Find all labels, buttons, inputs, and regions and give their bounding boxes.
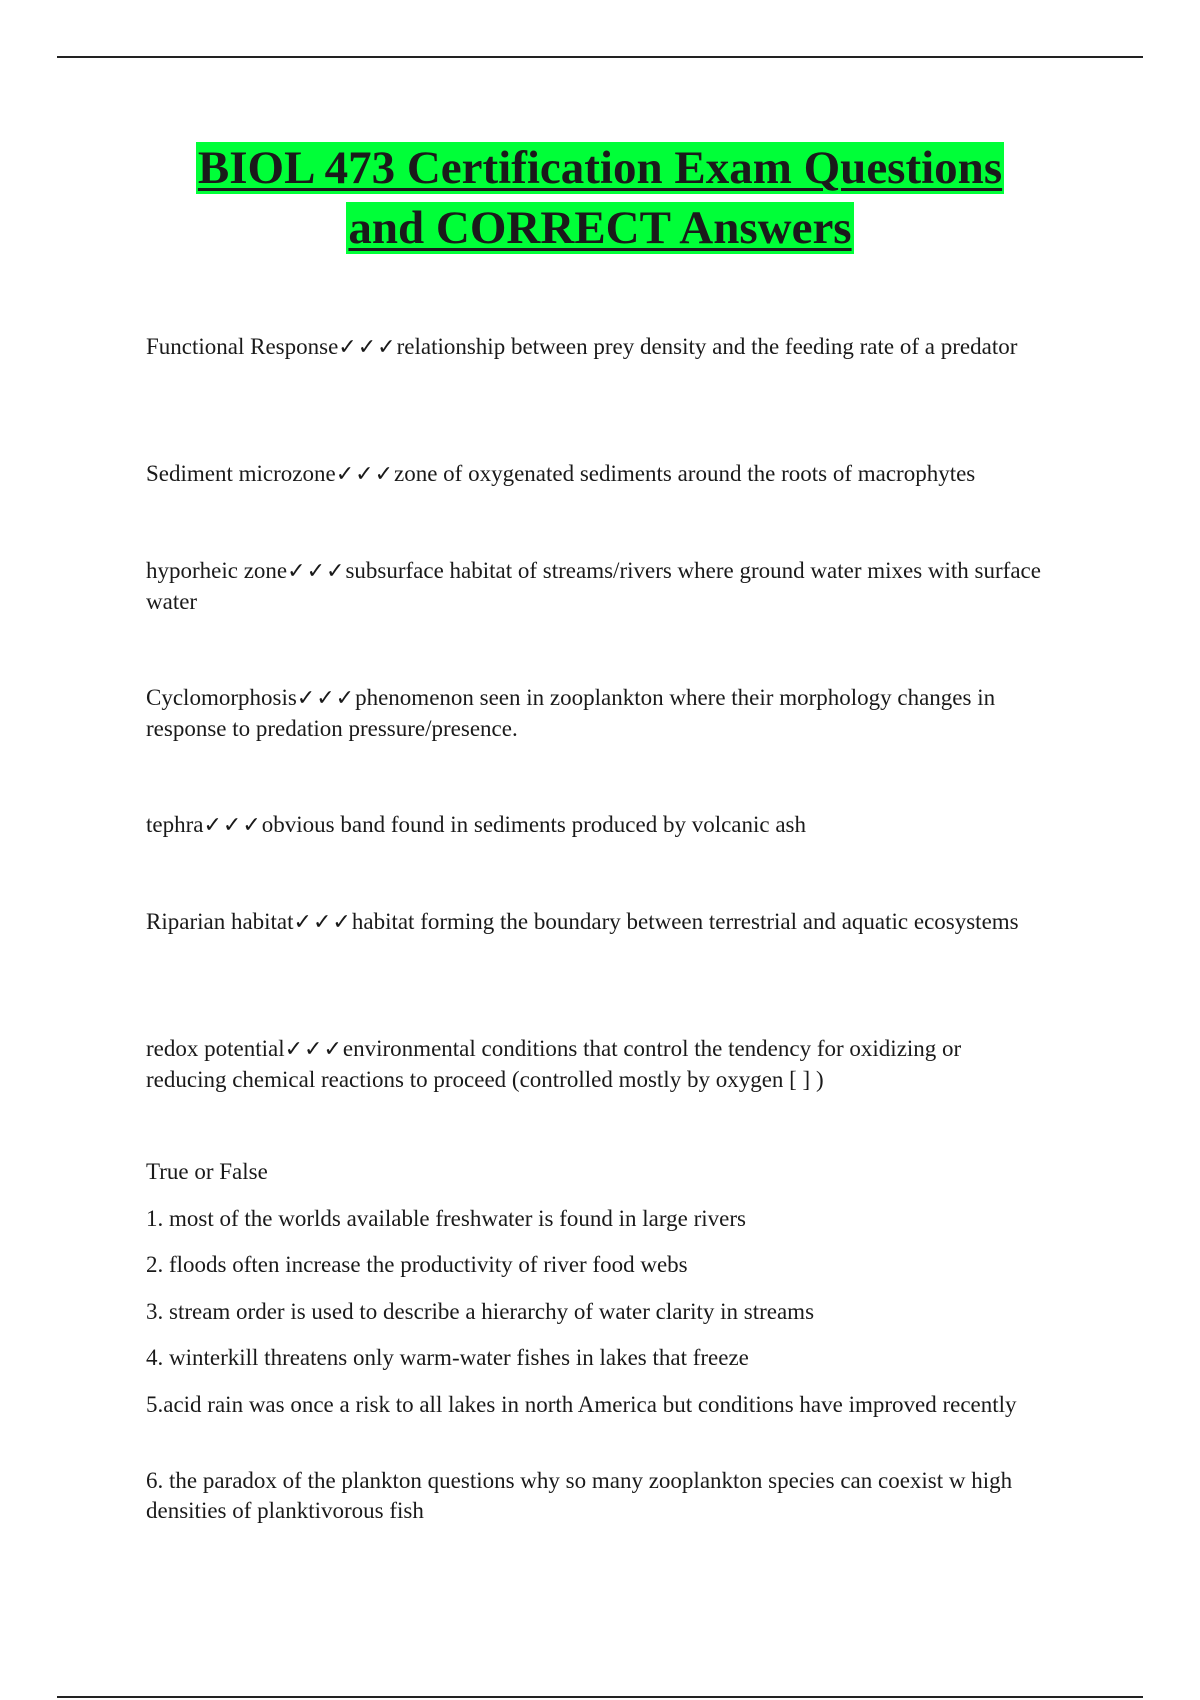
term: Riparian habitat <box>146 909 294 934</box>
bottom-rule <box>57 1696 1143 1698</box>
check-marks-icon: ✓✓✓ <box>287 559 346 584</box>
title-line-2: and CORRECT Answers <box>348 202 852 254</box>
top-rule <box>57 56 1143 58</box>
true-false-heading: True or False <box>146 1159 268 1184</box>
definition: environmental conditions that control the tendency for oxidizing or reducing chemical reactions to proceed (controlled mostly by oxygen [ ] ) <box>146 1036 962 1092</box>
check-marks-icon: ✓✓✓ <box>296 686 356 711</box>
check-marks-icon: ✓✓✓ <box>284 1037 343 1062</box>
check-marks-icon: ✓✓✓ <box>203 813 262 838</box>
flashcard-entry <box>146 810 1046 841</box>
check-marks-icon: ✓✓✓ <box>293 910 352 935</box>
document-title <box>100 138 1100 258</box>
definition: zone of oxygenated sediments around the roots of macrophytes <box>394 461 976 486</box>
definition: phenomenon seen in zooplankton where their morphology changes in response to predation pressure/presence. <box>146 685 996 741</box>
definition: habitat forming the boundary between terrestrial and aquatic ecosystems <box>351 909 1019 934</box>
check-marks-icon: ✓✓✓ <box>335 462 395 487</box>
term: Sediment microzone <box>146 461 336 486</box>
flashcard-entry <box>146 556 1046 617</box>
term: Functional Response <box>146 334 339 359</box>
term: Cyclomorphosis <box>146 685 297 710</box>
flashcard-entry <box>146 459 1046 490</box>
true-false-item: 3. stream order is used to describe a hierarchy of water clarity in streams <box>146 1299 815 1324</box>
true-false-item: 1. most of the worlds available freshwater is found in large rivers <box>146 1206 746 1231</box>
true-false-item: 4. winterkill threatens only warm-water fishes in lakes that freeze <box>146 1345 749 1370</box>
check-marks-icon: ✓✓✓ <box>338 335 397 360</box>
definition: obvious band found in sediments produced by volcanic ash <box>261 812 807 837</box>
true-false-item: 6. the paradox of the plankton questions why so many zooplankton species can coexist w high densities of planktivorous fish <box>146 1468 1013 1523</box>
flashcard-entry <box>146 683 1046 744</box>
flashcard-entry <box>146 1034 1046 1095</box>
flashcard-entry <box>146 332 1046 363</box>
true-false-item: 5.acid rain was once a risk to all lakes in north America but conditions have improved recently <box>146 1392 1017 1417</box>
term: tephra <box>146 812 204 837</box>
term: redox potential <box>146 1036 285 1061</box>
definition: subsurface habitat of streams/rivers where ground water mixes with surface water <box>146 558 1041 614</box>
definition: relationship between prey density and the feeding rate of a predator <box>396 334 1018 359</box>
term: hyporheic zone <box>146 558 288 583</box>
title-line-1: BIOL 473 Certification Exam Questions <box>197 142 1003 194</box>
true-false-item: 2. floods often increase the productivity of river food webs <box>146 1252 688 1277</box>
flashcard-entry <box>146 907 1046 938</box>
